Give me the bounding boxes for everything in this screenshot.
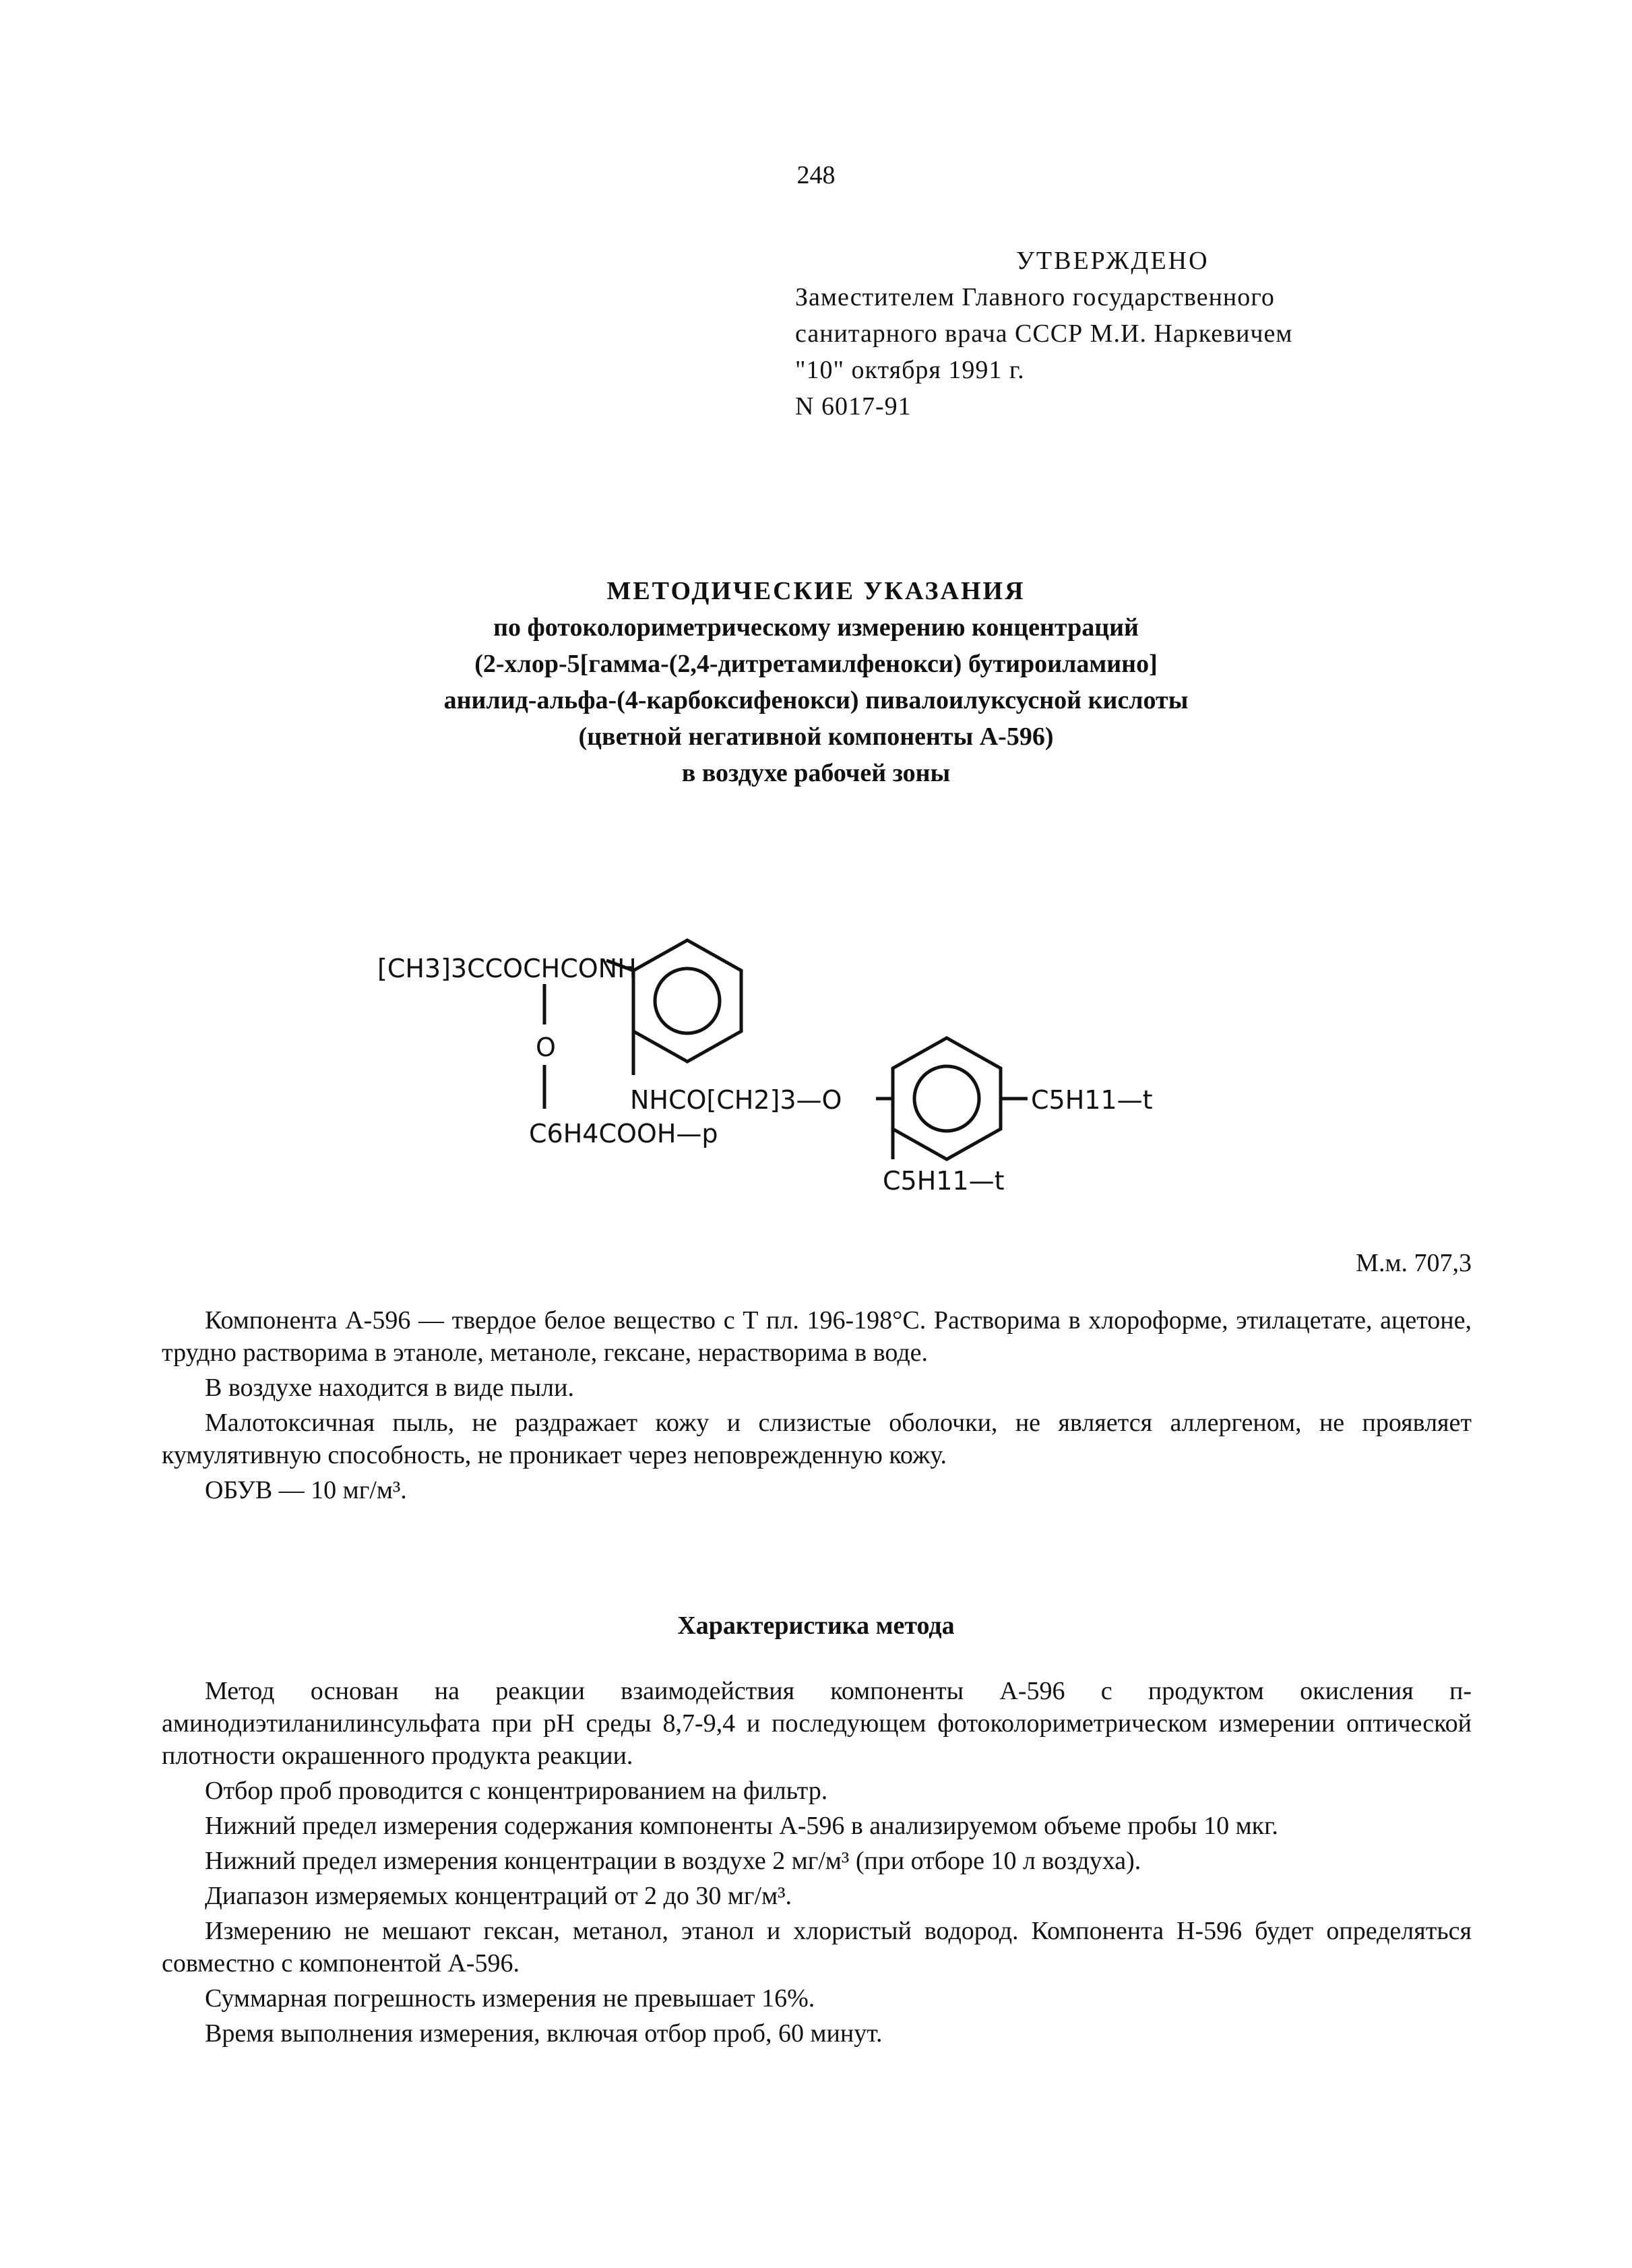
title-line: в воздухе рабочей зоны <box>681 759 951 787</box>
paragraph: Измерению не мешают гексан, метанол, этанол и хлористый водород. Компонента Н-596 будет определяться совместно с компонентой А-596. <box>162 1917 1472 1978</box>
paragraph: Отбор проб проводится с концентрированием на фильтр. <box>205 1777 828 1805</box>
benzene-ring-right <box>893 1038 1001 1159</box>
formula-bottom-left: C6H4COOH—p <box>529 1119 718 1148</box>
paragraph: Суммарная погрешность измерения не превышает 16%. <box>205 1984 815 2013</box>
approval-heading: УТВЕРЖДЕНО <box>1016 247 1210 275</box>
method-section <box>162 1675 1472 2052</box>
title-line: анилид-альфа-(4-карбоксифенокси) пивалоилуксусной кислоты <box>443 686 1189 714</box>
paragraph: Нижний предел измерения концентрации в воздухе 2 мг/м³ (при отборе 10 л воздуха). <box>205 1847 1141 1875</box>
paragraph: ОБУВ — 10 мг/м³. <box>205 1476 407 1504</box>
aromatic-circle-left <box>655 969 720 1033</box>
paragraph: Время выполнения измерения, включая отбор проб, 60 минут. <box>205 2019 883 2048</box>
approval-number: N 6017-91 <box>795 392 912 421</box>
paragraph: Компонента А-596 — твердое белое вещество с Т пл. 196-198°С. Растворима в хлороформе, этилацетате, ацетоне, трудно растворима в этаноле, метаноле, гексане, нерастворима в воде. <box>162 1306 1472 1367</box>
document-title <box>0 573 1632 791</box>
approval-line: санитарного врача СССР М.И. Наркевичем <box>795 319 1293 348</box>
formula-right-top: C5H11—t <box>1031 1085 1153 1115</box>
formula-right-bottom: C5H11—t <box>883 1166 1005 1196</box>
title-line: (цветной негативной компоненты А-596) <box>578 723 1054 751</box>
properties-section <box>162 1304 1472 1509</box>
paragraph: Малотоксичная пыль, не раздражает кожу и слизистые оболочки, не является аллергеном, не проявляет кумулятивную способность, не проникает через неповрежденную кожу. <box>162 1409 1472 1469</box>
molecular-mass: М.м. 707,3 <box>1356 1249 1472 1277</box>
paragraph: Метод основан на реакции взаимодействия компоненты А-596 с продуктом окисления п-аминодиэтиланилинсульфата при рН среды 8,7-9,4 и последующем фотоколориметрическом измерении оптической плотности окрашенного продукта реакции. <box>162 1677 1472 1770</box>
page-number: 248 <box>796 161 836 189</box>
title-line: (2-хлор-5[гамма-(2,4-дитретамилфенокси) бутироиламино] <box>474 650 1158 678</box>
approval-block <box>795 243 1292 425</box>
paragraph: Диапазон измеряемых концентраций от 2 до 30 мг/м³. <box>205 1882 792 1910</box>
paragraph: В воздухе находится в виде пыли. <box>205 1374 574 1402</box>
title-main: МЕТОДИЧЕСКИЕ УКАЗАНИЯ <box>606 577 1026 605</box>
title-line: по фотоколориметрическому измерению концентраций <box>493 613 1139 642</box>
formula-top-left: [CH3]3CCOCHCONH <box>377 954 637 983</box>
paragraph: Нижний предел измерения содержания компоненты А-596 в анализируемом объеме пробы 10 мкг. <box>205 1812 1278 1840</box>
benzene-ring-left <box>633 940 741 1062</box>
aromatic-circle-right <box>914 1066 979 1131</box>
formula-o-link: O <box>536 1033 556 1062</box>
approval-line: Заместителем Главного государственного <box>795 283 1275 311</box>
formula-middle-chain: NHCO[CH2]3—O <box>630 1085 842 1115</box>
approval-date: "10" октября 1991 г. <box>795 356 1025 384</box>
section-title: Характеристика метода <box>677 1612 955 1640</box>
structural-formula <box>364 917 1240 1200</box>
